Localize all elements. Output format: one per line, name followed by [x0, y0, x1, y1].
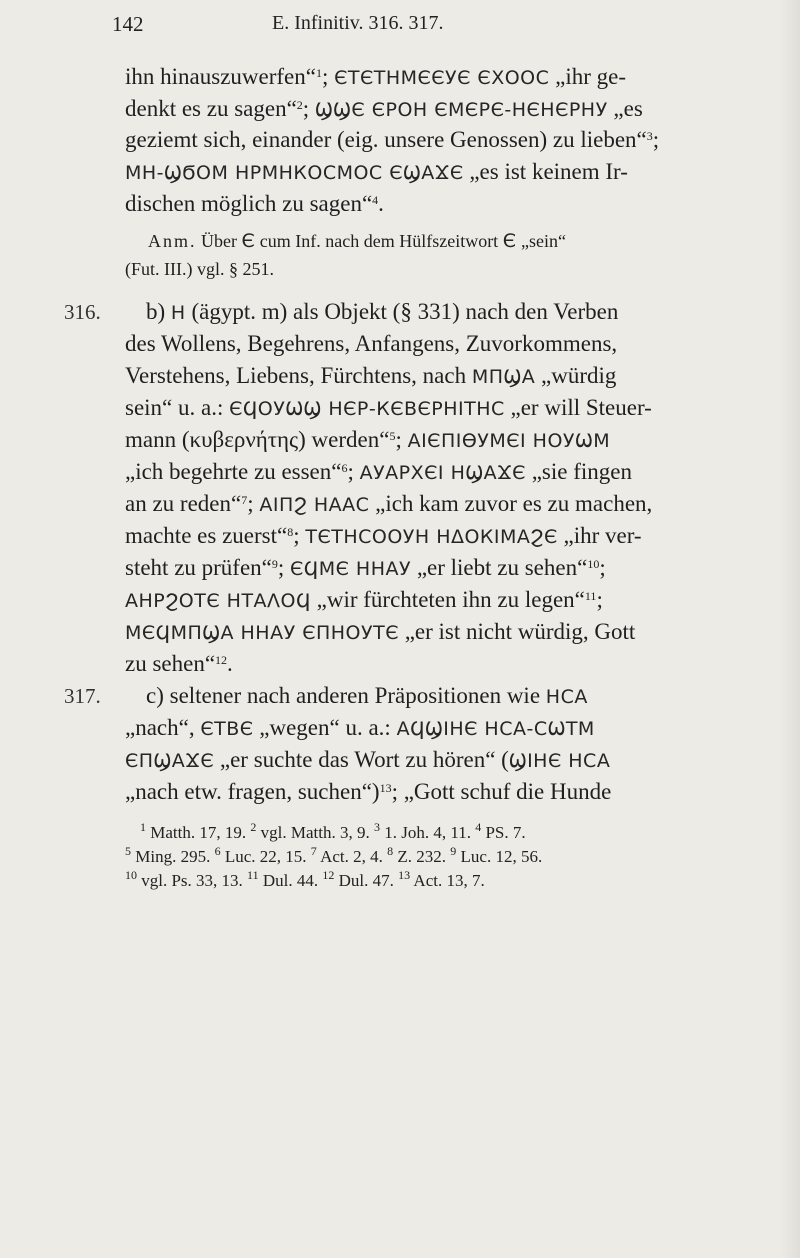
coptic-text: ϢϢЄ ЄРОН ЄМЄРЄ-НЄНЄРНУ	[314, 99, 608, 121]
intro-line-4: МН-ϢϬОМ НРМНКОСМОС ЄϢАϪЄ „es ist keinem Ir-	[125, 159, 628, 184]
s316-line-5: mann (κυβερνήτης) werden“$^5$; АІЄПІѲУМЄІ НОУѠМ	[125, 427, 611, 452]
footnotes-line-2: $^5$ Ming. 295. $^6$ Luc. 22, 15. $^7$ Act. 2, 4. $^8$ Z. 232. $^9$ Luc. 12, 56.	[125, 844, 543, 866]
s316-line-11: МЄϤМПϢА ННАУ ЄПНОУТЄ „er ist nicht würdig, Gott	[125, 619, 636, 644]
s316-line-10: АНРϨОТЄ НТАΛОϤ „wir fürchteten ihn zu legen“$^{11}$;	[125, 587, 603, 612]
s316-line-6: „ich begehrte zu essen“$^6$; АУАРХЄІ НϢАϪЄ „sie fingen	[125, 459, 632, 484]
intro-line-1: ihn hinauszuwerfen“$^1$; ЄТЄТНМЄЄУЄ ЄХООС „ihr ge-	[125, 64, 627, 89]
s317-line-2: „nach“, ЄТВЄ „wegen“ u. a.: АϤϢІНЄ НСА-СѠТМ	[125, 715, 595, 740]
coptic-text: ЄТЄТНМЄЄУЄ ЄХООС	[334, 67, 550, 89]
s317-line-4: „nach etw. fragen, suchen“)$^{13}$; „Gott schuf die Hunde	[125, 779, 612, 804]
intro-line-2: denkt es zu sagen“$^2$; ϢϢЄ ЄРОН ЄМЄРЄ-НЄНЄРНУ „es	[125, 96, 643, 121]
note-line-1: Anm. Über Є cum Inf. nach dem Hülfszeitwort Є „sein“	[148, 230, 566, 252]
s316-line-7: an zu reden“$^7$; АІПϨ НААС „ich kam zuvor es zu machen,	[125, 491, 653, 516]
section-number-317: 317.	[64, 684, 101, 708]
s316-line-2: des Wollens, Begehrens, Anfangens, Zuvorkommens,	[125, 331, 618, 356]
coptic-text: МН-ϢϬОМ НРМНКОСМОС ЄϢАϪЄ	[125, 162, 464, 184]
page-header	[112, 12, 762, 42]
s316-line-4: sein“ u. a.: ЄϤОУѠϢ НЄР-КЄВЄРНІТНС „er will Steuer-	[125, 395, 652, 420]
s317-line-3: ЄПϢАϪЄ „er suchte das Wort zu hören“ (ϢІНЄ НСА	[125, 747, 611, 772]
s316-line-8: machte es zuerst“$^8$; ТЄТНСООУН НΔОКІМАϨЄ „ihr ver-	[125, 523, 642, 548]
s316-line-9: steht zu prüfen“$^9$; ЄϤМЄ ННАУ „er liebt zu sehen“$^{10}$;	[125, 555, 606, 580]
section-number-316: 316.	[64, 300, 101, 324]
s316-line-12: zu sehen“$^{12}$.	[125, 651, 233, 676]
intro-line-5: dischen möglich zu sagen“$^4$.	[125, 191, 384, 216]
s317-line-1: c) seltener nach anderen Präpositionen wie НСА	[146, 683, 588, 708]
page-number: 142	[112, 12, 144, 36]
page-edge-shadow	[780, 0, 800, 1258]
s316-line-1: b) Н (ägypt. m) als Objekt (§ 331) nach den Verben	[146, 299, 619, 324]
note-line-2: (Fut. III.) vgl. § 251.	[125, 259, 274, 279]
footnotes-line-3: $^{10}$ vgl. Ps. 33, 13. $^{11}$ Dul. 44. $^{12}$ Dul. 47. $^{13}$ Act. 13, 7.	[125, 868, 485, 890]
s316-line-3: Verstehens, Liebens, Fürchtens, nach МПϢА „würdig	[125, 363, 617, 388]
running-title: E. Infinitiv. 316. 317.	[272, 12, 444, 34]
footnotes-line-1: $^1$ Matth. 17, 19. $^2$ vgl. Matth. 3, 9. $^3$ 1. Joh. 4, 11. $^4$ PS. 7.	[140, 820, 526, 842]
intro-line-3: geziemt sich, einander (eig. unsere Genossen) zu lieben“$^3$;	[125, 127, 660, 152]
